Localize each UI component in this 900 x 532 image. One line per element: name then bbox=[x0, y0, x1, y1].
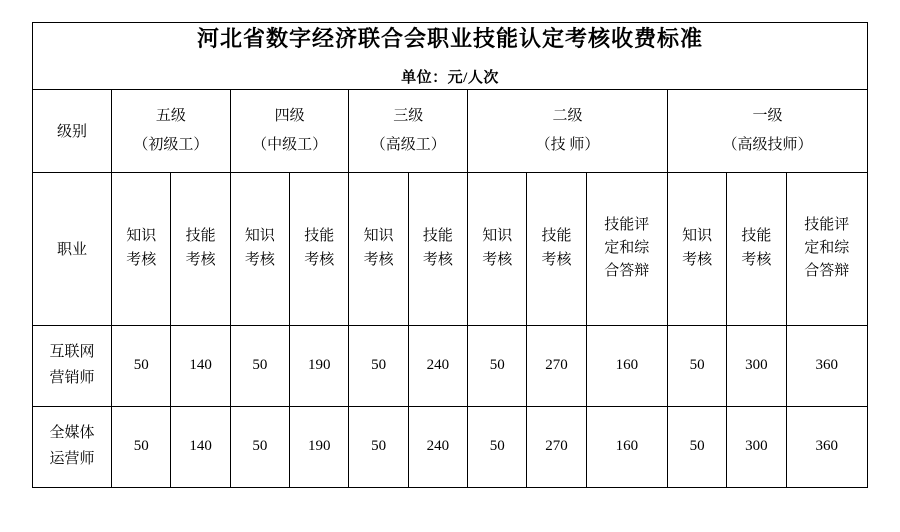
fee-value: 50 bbox=[112, 406, 171, 487]
table-row bbox=[33, 325, 868, 406]
fee-value: 50 bbox=[468, 325, 527, 406]
subheader-2-knowledge: 知识 考核 bbox=[468, 172, 527, 325]
level-alias-5: （初级工） bbox=[133, 136, 209, 153]
fee-value: 270 bbox=[527, 406, 586, 487]
occupation-name-line1: 全媒体 bbox=[49, 425, 95, 442]
fee-value: 50 bbox=[667, 406, 726, 487]
fee-value: 240 bbox=[408, 325, 467, 406]
occupation-name-line2: 运营师 bbox=[49, 450, 95, 467]
subheader-2-skill: 技能 考核 bbox=[527, 172, 586, 325]
level-name-3: 三级 bbox=[393, 108, 424, 125]
fee-standard-table bbox=[32, 22, 868, 488]
fee-value: 50 bbox=[349, 325, 408, 406]
page-title: 河北省数字经济联合会职业技能认定考核收费标准 bbox=[196, 26, 703, 51]
occupation-name-line1: 互联网 bbox=[49, 344, 95, 361]
fee-value: 50 bbox=[230, 406, 289, 487]
fee-value: 50 bbox=[667, 325, 726, 406]
level-name-5: 五级 bbox=[155, 108, 186, 125]
fee-value: 190 bbox=[290, 325, 349, 406]
fee-value: 360 bbox=[786, 406, 867, 487]
subheader-3-skill: 技能 考核 bbox=[408, 172, 467, 325]
fee-value: 270 bbox=[527, 325, 586, 406]
fee-value: 240 bbox=[408, 406, 467, 487]
subheader-1-assessment: 技能评 定和综 合答辩 bbox=[786, 172, 867, 325]
level-group-1 bbox=[667, 89, 867, 172]
fee-value: 140 bbox=[171, 406, 230, 487]
table-row bbox=[33, 406, 868, 487]
fee-value: 190 bbox=[290, 406, 349, 487]
subheader-4-skill: 技能 考核 bbox=[290, 172, 349, 325]
subheader-1-knowledge: 知识 考核 bbox=[667, 172, 726, 325]
fee-value: 50 bbox=[349, 406, 408, 487]
title-row bbox=[33, 23, 868, 90]
fee-value: 160 bbox=[586, 325, 667, 406]
fee-value: 300 bbox=[727, 325, 786, 406]
occupation-name bbox=[33, 325, 112, 406]
unit-note: 单位：元/人次 bbox=[401, 69, 499, 86]
level-group-3 bbox=[349, 89, 468, 172]
subheader-3-knowledge: 知识 考核 bbox=[349, 172, 408, 325]
level-name-2: 二级 bbox=[552, 108, 583, 125]
fee-value: 160 bbox=[586, 406, 667, 487]
subheader-row bbox=[33, 172, 868, 325]
subheader-1-skill: 技能 考核 bbox=[727, 172, 786, 325]
level-alias-3: （高级工） bbox=[370, 136, 446, 153]
fee-value: 140 bbox=[171, 325, 230, 406]
level-name-1: 一级 bbox=[752, 108, 783, 125]
occupation-name-line2: 营销师 bbox=[49, 369, 95, 386]
occupation-header-label: 职业 bbox=[33, 172, 112, 325]
fee-value: 50 bbox=[112, 325, 171, 406]
title-cell bbox=[33, 23, 868, 90]
level-alias-4: （中级工） bbox=[252, 136, 328, 153]
level-name-4: 四级 bbox=[274, 108, 305, 125]
level-alias-2: （技 师） bbox=[535, 136, 600, 153]
fee-value: 300 bbox=[727, 406, 786, 487]
subheader-2-assessment: 技能评 定和综 合答辩 bbox=[586, 172, 667, 325]
subheader-5-skill: 技能 考核 bbox=[171, 172, 230, 325]
level-header-label: 级别 bbox=[33, 89, 112, 172]
fee-value: 50 bbox=[468, 406, 527, 487]
level-group-5 bbox=[112, 89, 231, 172]
fee-value: 50 bbox=[230, 325, 289, 406]
level-header-row bbox=[33, 89, 868, 172]
level-alias-1: （高级技师） bbox=[722, 136, 813, 153]
subheader-5-knowledge: 知识 考核 bbox=[112, 172, 171, 325]
fee-value: 360 bbox=[786, 325, 867, 406]
occupation-name bbox=[33, 406, 112, 487]
subheader-4-knowledge: 知识 考核 bbox=[230, 172, 289, 325]
level-group-4 bbox=[230, 89, 349, 172]
level-group-2 bbox=[468, 89, 668, 172]
